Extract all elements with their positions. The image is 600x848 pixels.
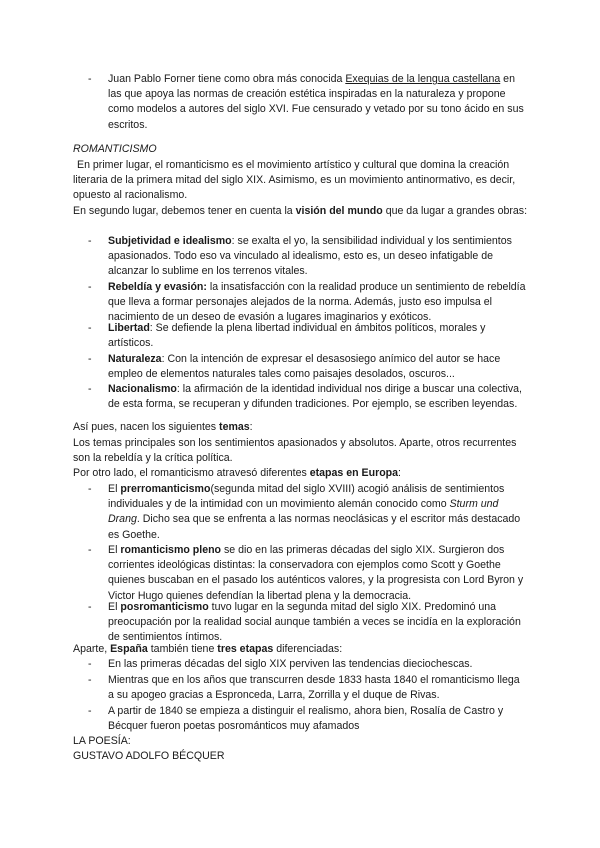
bullet-dash: - (88, 73, 92, 85)
spain-paragraph: Aparte, España también tiene tres etapas diferenciadas: (73, 643, 343, 655)
book-title-link: Exequias de la lengua castellana (345, 73, 501, 85)
list-item: - El posromanticismo tuvo lugar en la segunda mitad del siglo XIX. Predominó una preocupación por la realidad social aunque también a veces se incidía en la exploración de sentimientos íntimos. (88, 601, 521, 644)
stages-paragraph: Por otro lado, el romanticismo atravesó diferentes etapas en Europa: (73, 467, 401, 479)
forner-bullet: - Juan Pablo Forner tiene como obra más conocida Exequias de la lengua castellana en las que apoya las normas de creación estética inspiradas en la naturaleza y propone como modelos a autores del siglo XVI. Fue censurado y vetado por su tono ácido en sus escritos. (88, 73, 524, 131)
list-item: - En las primeras décadas del siglo XIX perviven las tendencias dieciochescas. (88, 658, 473, 670)
list-item: - Naturaleza: Con la intención de expresar el desasosiego anímico del autor se hace empleo de elementos naturales tales como paisajes desolados, oscuros... (88, 353, 501, 381)
list-item: - Nacionalismo: la afirmación de la identidad individual nos dirige a buscar una colectiva, de esta forma, se recuperan y difunden tradiciones. Por ejemplo, se escriben leyendas. (88, 383, 522, 411)
list-item: - Mientras que en los años que transcurren desde 1833 hasta 1840 el romanticismo llega a su apogeo gracias a Espronceda, Larra, Zorrilla y el duque de Rivas. (88, 674, 520, 702)
themes-body: Los temas principales son los sentimientos apasionados y absolutos. Aparte, otros recurrentes son la rebeldía y la crítica política. (73, 437, 517, 465)
list-item: - Rebeldía y evasión: la insatisfacción con la realidad produce un sentimiento de rebeldía que lleva a formar personajes alejados de la norma. Además, justo eso impulsa el nacimiento de un deseo de evasión a lugares imaginarios y exóticos. (88, 281, 526, 324)
list-item: - Subjetividad e idealismo: se exalta el yo, la sensibilidad individual y los sentimientos apasionados. Todo eso va vinculado al idealismo, esto es, un deseo infatigable de alcanzar lo sublime en los terrenos vitales. (88, 235, 512, 278)
list-item: - Libertad: Se defiende la plena libertad individual en ámbitos políticos, morales y artísticos. (88, 322, 486, 350)
list-item: - El prerromanticismo(segunda mitad del siglo XVIII) acogió análisis de sentimientos individuales y de la intimidad con un movimiento alemán conocido como Sturm und Drang. Dicho sea que se enfrenta a las normas neoclásicas y el escritor más destacado es Goethe. (88, 483, 521, 541)
author-heading: GUSTAVO ADOLFO BÉCQUER (73, 750, 225, 762)
list-item: - A partir de 1840 se empieza a distinguir el realismo, ahora bien, Rosalía de Castro y Bécquer fueron poetas posrománticos muy afamados (88, 705, 504, 733)
section-heading: ROMANTICISMO (73, 143, 157, 155)
themes-paragraph: Así pues, nacen los siguientes temas: (73, 421, 253, 433)
worldview-paragraph: En segundo lugar, debemos tener en cuenta la visión del mundo que da lugar a grandes obras: (73, 205, 528, 217)
poetry-heading: LA POESÍA: (73, 735, 131, 747)
list-item: - El romanticismo pleno se dio en las primeras décadas del siglo XIX. Surgieron dos corrientes ideológicas distintas: la conservadora con ejemplos como Scott y Goethe quienes buscaban en el pasado los auténticos valores, y la progresista con Lord Byron y Victor Hugo quienes defendían la libertad plena y la democracia. (88, 544, 524, 602)
intro-paragraph: En primer lugar, el romanticismo es el movimiento artístico y cultural que domina la creación literaria de la primera mitad del siglo XIX. Asimismo, es un movimiento antinormativo, es decir, opuesto al racionalismo. (73, 159, 516, 202)
